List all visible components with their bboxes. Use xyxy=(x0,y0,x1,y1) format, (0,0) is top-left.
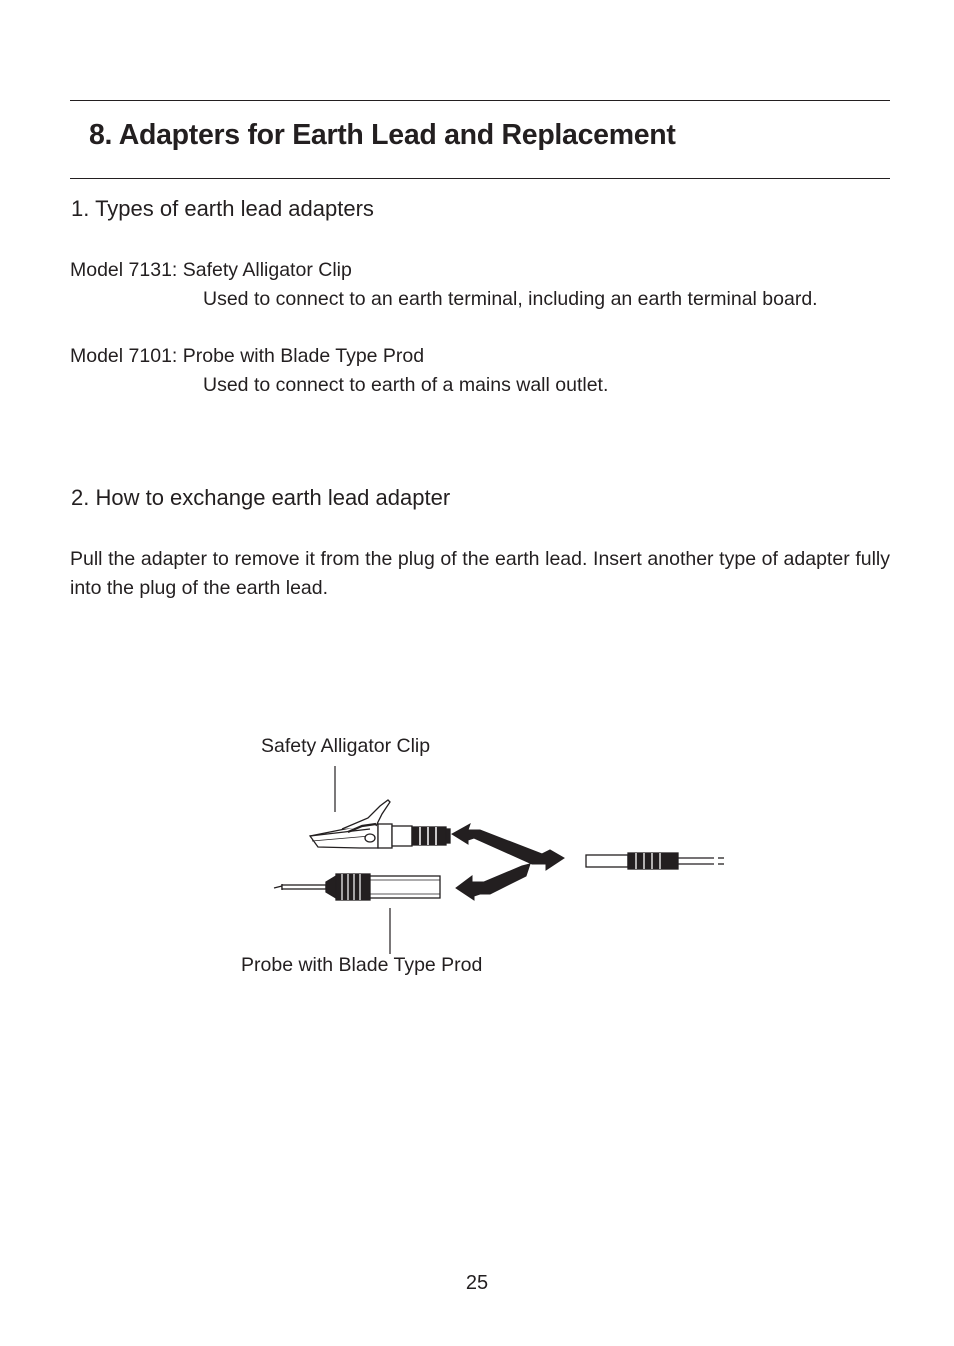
model-7131-label: Model 7131: Safety Alligator Clip xyxy=(70,259,352,281)
adapter-illustration xyxy=(230,730,750,980)
label-safety-alligator-clip: Safety Alligator Clip xyxy=(261,735,431,757)
model-7131-description: Used to connect to an earth terminal, including an earth terminal board. xyxy=(203,288,818,310)
title-rule xyxy=(70,178,890,179)
label-probe-blade-type-prod: Probe with Blade Type Prod xyxy=(241,954,483,976)
alligator-clip-icon xyxy=(310,800,450,848)
earth-lead-plug-icon xyxy=(586,853,724,869)
model-7101-description: Used to connect to earth of a mains wall outlet. xyxy=(203,374,609,396)
top-rule xyxy=(70,100,890,101)
exchange-arrows-icon xyxy=(452,824,564,900)
model-7101-label: Model 7101: Probe with Blade Type Prod xyxy=(70,345,425,367)
chapter-title: 8. Adapters for Earth Lead and Replacement xyxy=(89,119,676,151)
section-title-exchange: 2. How to exchange earth lead adapter xyxy=(71,485,451,510)
page-number: 25 xyxy=(465,1272,489,1294)
exchange-instructions: Pull the adapter to remove it from the plug of the earth lead. Insert another type of adapter fully into the plug of the earth lead. xyxy=(70,548,890,599)
probe-icon xyxy=(274,874,440,900)
section-title-types: 1. Types of earth lead adapters xyxy=(71,196,374,221)
adapter-figure xyxy=(230,730,750,980)
